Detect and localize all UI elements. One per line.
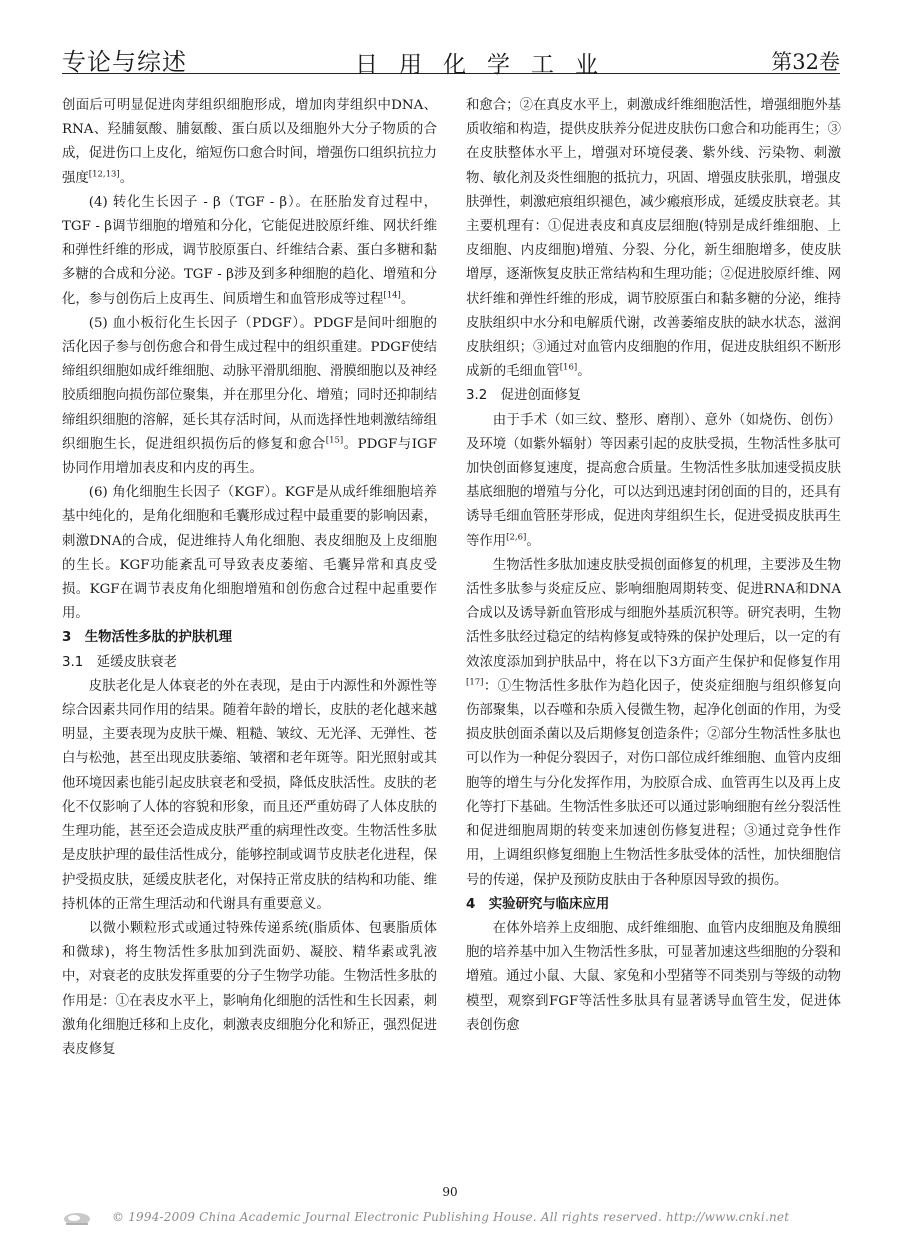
volume-label: 第32卷 <box>771 50 840 74</box>
paragraph <box>62 312 437 481</box>
paragraph-tail: 。 <box>119 170 134 186</box>
paragraph <box>466 554 841 893</box>
paragraph <box>466 94 841 384</box>
paragraph-text: 生物活性多肽加速皮肤受损创面修复的机理，主要涉及生物活性多肽参与炎症反应、影响细胞周期转变、促进RNA和DNA合成以及诱导新血管形成与细胞外基质沉积等。研究表明，生物活性多肽经过稳定的结构修复或特殊的保护处理后，以一定的有效浓度添加到护肤品中，将在以下3方面产生保护和促修复作用 <box>466 557 841 670</box>
paragraph <box>466 917 841 1038</box>
paragraph <box>62 481 437 626</box>
paragraph-tail: 。 <box>400 291 415 307</box>
paragraph-tail: 。PDGF与IGF协同作用增加表皮和内皮的再生。 <box>62 436 437 477</box>
paragraph <box>62 94 437 191</box>
paragraph <box>62 191 437 312</box>
citation-ref: [15] <box>325 435 344 446</box>
paragraph <box>62 917 437 1062</box>
paragraph-text: 以微小颗粒形式或通过特殊传递系统(脂质体、包裹脂质体和微球)，将生物活性多肽加到洗面奶、凝胶、精华素或乳液中，对衰老的皮肤发挥重要的分子生物学功能。生物活性多肽的作用是：①在表皮水平上，影响角化细胞的活性和生长因素，刺激角化细胞迁移和上皮化，刺激表皮细胞分化和矫正，强烈促进表皮修复 <box>62 920 437 1057</box>
paragraph-text: (4) 转化生长因子 - β（TGF - β）。在胚胎发育过程中，TGF - β调节细胞的增殖和分化，它能促进胶原纤维、网状纤维和弹性纤维的形成，调节胶原蛋白、纤维结合素、蛋白多糖和黏多糖的合成和分泌。TGF - β涉及到多种细胞的趋化、增殖和分化，参与创伤后上皮再生、间质增生和血管形成等过程 <box>62 194 437 307</box>
paragraph-text: 3.2 促进创面修复 <box>466 388 582 404</box>
header-rule <box>62 73 840 74</box>
paragraph-text: 皮肤老化是人体衰老的外在表现，是由于内源性和外源性等综合因素共同作用的结果。随着年龄的增长，皮肤的老化越来越明显，主要表现为皮肤干燥、粗糙、皱纹、无光泽、无弹性、苍白与松弛，甚至出现皮肤萎缩、皱褶和老年斑等。阳光照射或其他环境因素也能引起皮肤衰老和受损，降低皮肤活性。皮肤的老化不仅影响了人体的容貌和形象，而且还严重妨碍了人体皮肤的生理功能，甚至还会造成皮肤严重的病理性改变。生物活性多肽是皮肤护理的最佳活性成分，能够控制或调节皮肤老化进程，保护受损皮肤，延缓皮肤老化，对保持正常皮肤的结构和功能、维持机体的正常生理活动和代谢具有重要意义。 <box>62 678 437 912</box>
cnki-logo-icon <box>62 1210 92 1228</box>
paragraph-text: (5) 血小板衍化生长因子（PDGF）。PDGF是间叶细胞的活化因子参与创伤愈合和骨生成过程中的组织重建。PDGF使结缔组织细胞如成纤维细胞、动脉平滑肌细胞、滑膜细胞以及神经胶质细胞向损伤部位聚集，并在那里分化、增殖；同时还抑制结缔组织细胞的溶解，延长其存活时间，从而选择性地刺激结缔组织细胞生长，促进组织损伤后的修复和愈合 <box>62 315 437 452</box>
citation-ref: [17] <box>466 677 484 688</box>
footer <box>0 1210 900 1230</box>
section-label: 专论与综述 <box>62 48 187 76</box>
paragraph-text: 由于手术（如三纹、整形、磨削）、意外（如烧伤、创伤）及环境（如紫外辐射）等因素引起的皮肤受损，生物活性多肽可加快创面修复速度，提高愈合质量。生物活性多肽加速受损皮肤基底细胞的增殖与分化，可以达到迅速封闭创面的目的，还具有诱导毛细血管胚芽形成，促进肉芽组织生长，促进受损皮肤再生等作用 <box>466 412 841 549</box>
paragraph-tail: 。 <box>577 364 591 380</box>
citation-ref: [12,13] <box>88 169 120 180</box>
paragraph-tail: 。 <box>526 533 540 549</box>
paragraph-text: 在体外培养上皮细胞、成纤维细胞、血管内皮细胞及角膜细胞的培养基中加入生物活性多肽，可显著加速这些细胞的分裂和增殖。通过小鼠、大鼠、家兔和小型猪等不同类别与等级的动物模型，观察到FGF等活性多肽具有显著诱导血管生发，促进体表创伤愈 <box>466 920 841 1033</box>
section-heading <box>466 893 841 917</box>
paragraph <box>466 409 841 554</box>
citation-ref: [14] <box>383 290 401 301</box>
section-heading <box>62 626 437 650</box>
citation-ref: [2,6] <box>506 532 527 543</box>
right-column <box>466 94 841 1144</box>
citation-ref: [16] <box>559 362 578 373</box>
journal-title: 日用化学工业 <box>355 52 619 78</box>
page-number: 90 <box>442 1185 458 1199</box>
copyright-notice: © 1994-2009 China Academic Journal Electronic Publishing House. All rights reserved. http://www.cnki.net <box>112 1210 790 1224</box>
paragraph-tail: ：①生物活性多肽作为趋化因子，使炎症细胞与组织修复向伤部聚集，以吞噬和杂质入侵微生物，起净化创面的作用，为受损皮肤创面杀菌以及后期修复创造条件；②部分生物活性多肽也可以作为一种促分裂因子，对伤口部位成纤维细胞、血管内皮细胞等的增生与分化发挥作用，为胶原合成、血管再生以及再上皮化等打下基础。生物活性多肽还可以通过影响细胞有丝分裂活性和促进细胞周期的转变来加速创伤修复进程；③通过竞争性作用，上调组织修复细胞上生物活性多肽受体的活性，加快细胞信号的传递，保护及预防皮肤由于各种原因导致的损伤。 <box>466 678 841 888</box>
left-column <box>62 94 437 1144</box>
paragraph-text: 4 实验研究与临床应用 <box>466 896 610 912</box>
paragraph-text: (6) 角化细胞生长因子（KGF）。KGF是从成纤维细胞培养基中纯化的，是角化细胞和毛囊形成过程中最重要的影响因素，刺激DNA的合成，促进维持人角化细胞、表皮细胞及上皮细胞的生长。KGF功能紊乱可导致表皮萎缩、毛囊异常和真皮受损。KGF在调节表皮角化细胞增殖和创伤愈合过程中起重要作用。 <box>62 485 437 622</box>
paragraph-text: 创面后可明显促进肉芽组织细胞形成，增加肉芽组织中DNA、RNA、羟脯氨酸、脯氨酸、蛋白质以及细胞外大分子物质的合成，促进伤口上皮化，缩短伤口愈合时间，增强伤口组织抗拉力强度 <box>62 98 437 186</box>
paragraph-text: 3 生物活性多肽的护肤机理 <box>62 630 233 646</box>
subsection-heading <box>62 651 437 675</box>
subsection-heading <box>466 384 841 408</box>
running-header <box>62 40 840 80</box>
paragraph <box>62 675 437 917</box>
paragraph-text: 3.1 延缓皮肤衰老 <box>62 654 178 670</box>
paragraph-text: 和愈合；②在真皮水平上，刺激成纤维细胞活性，增强细胞外基质收缩和构造，提供皮肤养分促进皮肤伤口愈合和功能再生；③在皮肤整体水平上，增强对环境侵袭、紫外线、污染物、刺激物、敏化剂及炎性细胞的抵抗力，巩固、增强皮肤张肌，增强皮肤弹性，刺激疤痕组织褪色，减少瘢痕形成，延缓皮肤衰老。其主要机理有：①促进表皮和真皮层细胞(特别是成纤维细胞、上皮细胞、内皮细胞)增殖、分裂、分化，新生细胞增多，使皮肤增厚，逐渐恢复皮肤正常结构和生理功能；②促进胶原纤维、网状纤维和弹性纤维的形成，调节胶原蛋白和黏多糖的分泌，维持皮肤组织中水分和电解质代谢，改善萎缩皮肤的缺水状态，滋润皮肤组织；③通过对血管内皮细胞的作用，促进皮肤组织不断形成新的毛细血管 <box>466 98 841 380</box>
